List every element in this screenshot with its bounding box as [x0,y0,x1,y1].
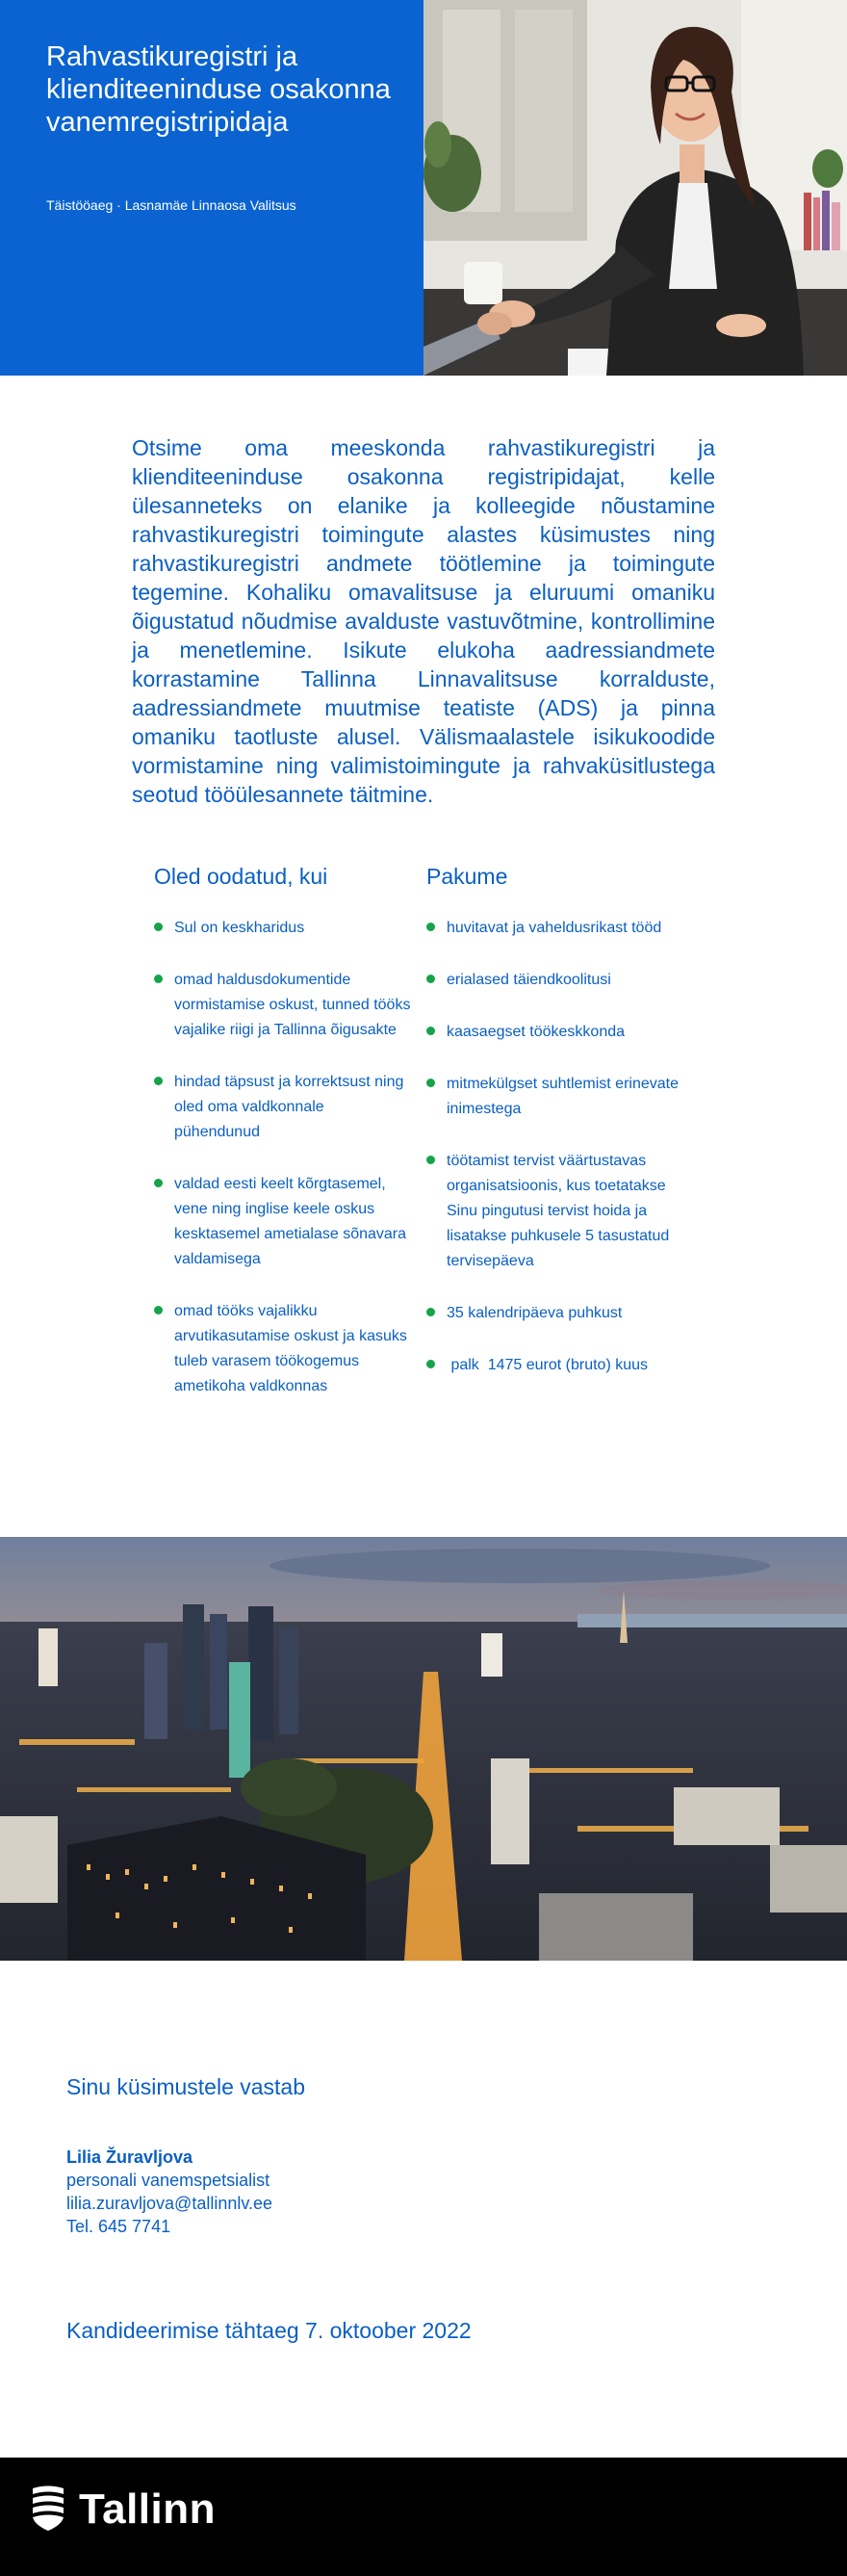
header-title-panel [0,0,424,376]
job-title: Rahvastikuregistri ja klienditeeninduse osakonna vanemregistripidaja [46,41,391,138]
offer-item: kaasaegset töökeskkonda [426,1020,686,1045]
offers-heading: Pakume [426,864,508,889]
expectation-item: hindad täpsust ja korrektsust ning oled oma valdkonnale pühendunud [154,1070,414,1145]
job-subtitle: Täistööaeg · Lasnamäe Linnaosa Valitsus [46,197,296,213]
offer-item: erialased täiendkoolitusi [426,968,686,993]
contact-email-link[interactable]: lilia.zuravljova@tallinnlv.ee [66,2194,273,2213]
bullet-icon [426,1079,435,1087]
expectations-list [154,916,414,1399]
contact-name: Lilia Žuravljova [66,2147,193,2167]
contact-block [66,2146,272,2238]
tallinn-crest-icon [29,2485,67,2537]
offer-item: 35 kalendripäeva puhkust [426,1301,686,1326]
bullet-icon [426,1360,435,1368]
contact-heading: Sinu küsimustele vastab [66,2074,306,2099]
offer-item: huvitavat ja vaheldusrikast tööd [426,916,686,941]
bullet-icon [426,975,435,983]
bullet-icon [154,1179,163,1187]
bullet-icon [426,1308,435,1316]
expectations-section [154,862,414,1426]
offer-item: palk 1475 eurot (bruto) kuus [426,1353,686,1378]
footer [0,2458,847,2576]
expectation-item: valdad eesti keelt kõrgtasemel, vene ning inglise keele oskus kesktasemel ametialase sõnavara valdamisega [154,1172,414,1272]
offers-list [426,916,686,1378]
offer-item: mitmekülgset suhtlemist erinevate inimestega [426,1072,686,1122]
expectations-heading: Oled oodatud, kui [154,864,328,889]
header-photo-handshake [424,0,847,376]
bullet-icon [154,1306,163,1314]
expectation-item: omad tööks vajalikku arvutikasutamise oskust ja kasuks tuleb varasem töökogemus ametikoha valdkonnas [154,1299,414,1399]
contact-phone[interactable]: Tel. 645 7741 [66,2217,171,2236]
contact-role: personali vanemspetsialist [66,2171,270,2190]
bullet-icon [154,975,163,983]
application-deadline: Kandideerimise tähtaeg 7. oktoober 2022 [66,2318,472,2343]
city-skyline-photo [0,1537,847,1961]
job-description: Otsime oma meeskonda rahvastikuregistri ja klienditeeninduse osakonna registripidajat, kelle ülesanneteks on elanike ja kolleegide nõustamine rahvastikuregistri toimingute alastes küsimustes ning rahvastikuregistri andmete töötlemine ja toimingute tegemine. Kohaliku omavalitsuse ja eluruumi omaniku õigustatud nõudmise avalduste vastuvõtmine, kontrollimine ja menetlemine. Isikute elukoha aadressiandmete korrastamine Tallinna Linnavalitsuse korralduste, aadressiandmete muutmise teatiste (ADS) ja pinna omaniku taotluste alusel. Välismaalastele isikukoodide vormistamine ning valimistoimingute ja rahvaküsitlustega seotud tööülesannete täitmine. [132,435,715,807]
offers-section [426,862,686,1405]
bullet-icon [154,923,163,931]
job-header [0,0,847,376]
bullet-icon [154,1077,163,1085]
expectation-item: omad haldusdokumentide vormistamise oskust, tunned tööks vajalike riigi ja Tallinna õigusakte [154,968,414,1043]
bullet-icon [426,1156,435,1164]
bullet-icon [426,923,435,931]
tallinn-logo-text[interactable]: Tallinn [79,2485,217,2533]
offer-item: töötamist tervist väärtustavas organisatsioonis, kus toetatakse Sinu pingutusi tervist hoida ja lisatakse puhkusele 5 tasustatud tervisepäeva [426,1149,686,1274]
expectation-item: Sul on keskharidus [154,916,414,941]
bullet-icon [426,1027,435,1035]
